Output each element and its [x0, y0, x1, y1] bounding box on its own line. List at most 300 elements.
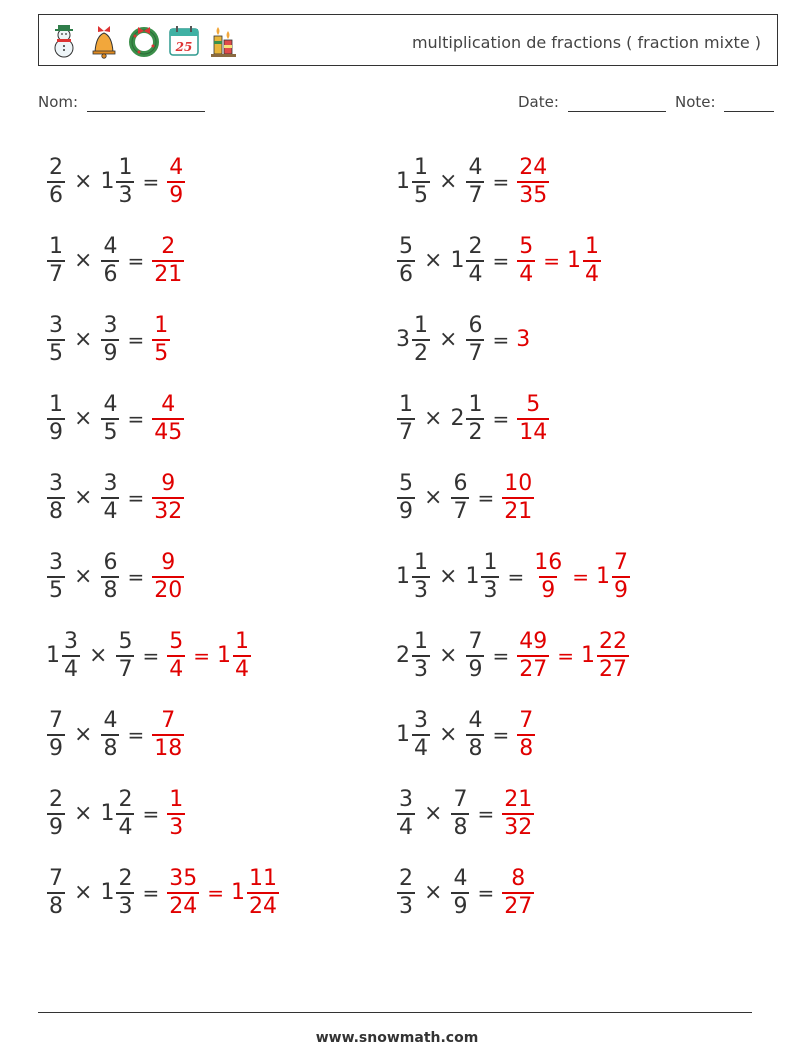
denominator: 4 — [103, 498, 118, 524]
equals-sign: = — [142, 643, 160, 668]
numerator: 1 — [483, 549, 498, 575]
second-factor — [465, 628, 485, 682]
fraction — [397, 470, 415, 524]
numerator: 7 — [49, 707, 63, 733]
times-sign: × — [74, 485, 93, 510]
denominator: 21 — [504, 498, 533, 524]
denominator: 7 — [49, 261, 63, 287]
numerator: 3 — [49, 549, 63, 575]
times-sign: × — [89, 643, 108, 668]
denominator: 4 — [64, 656, 78, 682]
first-factor — [46, 628, 81, 682]
whole-number: 1 — [100, 801, 115, 826]
numerator: 9 — [161, 549, 176, 575]
numerator: 4 — [161, 391, 176, 417]
numerator: 4 — [468, 154, 483, 180]
numerator: 5 — [169, 628, 184, 654]
answer-mixed — [580, 628, 630, 682]
fraction — [517, 628, 549, 682]
numerator: 1 — [414, 628, 428, 654]
first-factor — [46, 865, 66, 919]
times-sign: × — [439, 564, 458, 589]
denominator: 2 — [414, 340, 428, 366]
whole-number: 1 — [396, 564, 410, 589]
answer — [166, 154, 186, 208]
fraction — [502, 786, 534, 840]
fraction — [47, 786, 65, 840]
first-factor — [396, 549, 431, 603]
whole-number: 1 — [580, 643, 595, 668]
denominator: 24 — [169, 893, 198, 919]
fraction — [101, 312, 119, 366]
times-sign: × — [424, 406, 443, 431]
problem-grid — [46, 142, 766, 932]
problem-16 — [396, 695, 746, 774]
denominator: 7 — [118, 656, 133, 682]
fraction — [397, 233, 415, 287]
times-sign: × — [74, 406, 93, 431]
date-field[interactable] — [518, 93, 666, 112]
equals-sign: = — [477, 880, 495, 905]
second-factor — [450, 470, 470, 524]
denominator: 9 — [49, 735, 63, 761]
numerator: 1 — [414, 312, 428, 338]
denominator: 3 — [483, 577, 498, 603]
denominator: 5 — [49, 577, 63, 603]
numerator: 3 — [414, 707, 428, 733]
equals-sign: = — [572, 564, 589, 589]
equals-sign: = — [492, 327, 510, 352]
numerator: 7 — [49, 865, 63, 891]
numerator: 5 — [519, 233, 534, 259]
name-label: Nom: — [38, 93, 79, 111]
fraction — [466, 628, 484, 682]
equals-sign: = — [492, 169, 510, 194]
problem-13 — [46, 616, 396, 695]
fraction — [517, 707, 535, 761]
second-factor — [450, 391, 485, 445]
name-blank[interactable] — [87, 93, 205, 112]
fraction — [152, 391, 184, 445]
denominator: 32 — [154, 498, 183, 524]
first-factor — [46, 707, 66, 761]
equals-sign: = — [492, 406, 510, 431]
equals-sign: = — [492, 722, 510, 747]
times-sign: × — [74, 327, 93, 352]
problem-5 — [46, 300, 396, 379]
fraction — [466, 154, 484, 208]
second-factor — [100, 549, 120, 603]
first-factor — [396, 154, 431, 208]
calendar-icon — [167, 22, 201, 60]
whole-number: 1 — [465, 564, 480, 589]
note-field[interactable] — [675, 93, 774, 112]
equals-sign: = — [557, 643, 574, 668]
answer-mixed — [595, 549, 631, 603]
denominator: 24 — [248, 893, 277, 919]
numerator: 1 — [468, 391, 483, 417]
numerator: 4 — [103, 391, 118, 417]
denominator: 2 — [468, 419, 483, 445]
fraction — [612, 549, 630, 603]
numerator: 3 — [103, 470, 118, 496]
problem-19 — [46, 853, 396, 932]
denominator: 5 — [49, 340, 63, 366]
numerator: 1 — [399, 391, 413, 417]
denominator: 35 — [519, 182, 548, 208]
fraction — [412, 628, 430, 682]
denominator: 4 — [519, 261, 534, 287]
fraction — [517, 233, 535, 287]
equals-sign: = — [142, 880, 160, 905]
answer — [516, 628, 550, 682]
denominator: 3 — [118, 893, 133, 919]
fraction — [47, 470, 65, 524]
second-factor — [100, 233, 120, 287]
numerator: 1 — [414, 549, 428, 575]
fraction — [152, 707, 184, 761]
answer — [501, 470, 535, 524]
fraction — [152, 470, 184, 524]
snowman-icon — [47, 22, 81, 60]
times-sign: × — [439, 643, 458, 668]
equals-sign: = — [127, 248, 145, 273]
numerator: 2 — [399, 865, 413, 891]
fraction — [412, 154, 430, 208]
numerator: 7 — [613, 549, 628, 575]
problem-6 — [396, 300, 746, 379]
first-factor — [396, 707, 431, 761]
problem-11 — [46, 537, 396, 616]
numerator: 8 — [511, 865, 526, 891]
bell-icon — [87, 22, 121, 60]
numerator: 4 — [468, 707, 483, 733]
answer — [151, 707, 185, 761]
whole-number: 1 — [396, 169, 410, 194]
times-sign: × — [74, 801, 93, 826]
whole-number: 2 — [396, 643, 410, 668]
fraction — [466, 707, 484, 761]
problem-20 — [396, 853, 746, 932]
numerator: 3 — [64, 628, 78, 654]
denominator: 4 — [234, 656, 249, 682]
equals-sign: = — [193, 643, 210, 668]
denominator: 7 — [399, 419, 413, 445]
whole-number: 1 — [100, 169, 115, 194]
candles-icon — [207, 22, 241, 60]
fraction — [597, 628, 629, 682]
denominator: 14 — [519, 419, 548, 445]
calendar-day: 25 — [175, 40, 193, 54]
fraction — [466, 233, 484, 287]
denominator: 8 — [103, 577, 118, 603]
numerator: 11 — [248, 865, 277, 891]
answer — [151, 233, 185, 287]
fraction — [101, 391, 119, 445]
equals-sign: = — [127, 485, 145, 510]
first-factor — [396, 470, 416, 524]
problem-8 — [396, 379, 746, 458]
fraction — [152, 549, 184, 603]
denominator: 5 — [103, 419, 118, 445]
fraction — [517, 391, 549, 445]
first-factor — [396, 391, 416, 445]
fraction — [152, 312, 170, 366]
numerator: 4 — [169, 154, 184, 180]
fraction — [502, 865, 534, 919]
denominator: 27 — [598, 656, 627, 682]
fraction — [397, 865, 415, 919]
answer — [516, 707, 536, 761]
whole-number: 1 — [396, 722, 410, 747]
numerator: 2 — [468, 233, 483, 259]
answer — [151, 312, 171, 366]
fraction — [116, 865, 134, 919]
times-sign: × — [424, 485, 443, 510]
problem-15 — [46, 695, 396, 774]
denominator: 6 — [49, 182, 63, 208]
answer — [166, 786, 186, 840]
denominator: 8 — [49, 498, 63, 524]
denominator: 3 — [169, 814, 184, 840]
whole-number: 3 — [396, 327, 410, 352]
denominator: 20 — [154, 577, 183, 603]
denominator: 4 — [169, 656, 184, 682]
fraction — [47, 312, 65, 366]
fraction — [47, 707, 65, 761]
denominator: 9 — [399, 498, 413, 524]
equals-sign: = — [127, 327, 145, 352]
denominator: 27 — [519, 656, 548, 682]
second-factor — [450, 233, 485, 287]
denominator: 45 — [154, 419, 183, 445]
wreath-icon — [127, 22, 161, 60]
problem-14 — [396, 616, 746, 695]
whole-number: 1 — [230, 880, 245, 905]
numerator: 1 — [584, 233, 599, 259]
fraction — [397, 786, 415, 840]
worksheet-header — [38, 14, 778, 66]
fraction — [101, 233, 119, 287]
denominator: 3 — [399, 893, 413, 919]
numerator: 1 — [154, 312, 169, 338]
answer — [516, 391, 550, 445]
numerator: 1 — [234, 628, 249, 654]
date-label: Date: — [518, 93, 559, 111]
first-factor — [396, 628, 431, 682]
second-factor — [100, 786, 135, 840]
numerator: 6 — [103, 549, 118, 575]
second-factor — [100, 154, 135, 208]
first-factor — [396, 233, 416, 287]
denominator: 6 — [399, 261, 413, 287]
whole-number: 2 — [450, 406, 465, 431]
denominator: 32 — [504, 814, 533, 840]
fraction — [152, 233, 184, 287]
numerator: 6 — [468, 312, 483, 338]
first-factor — [46, 470, 66, 524]
numerator: 3 — [49, 312, 63, 338]
second-factor — [465, 154, 485, 208]
problem-1 — [46, 142, 396, 221]
times-sign: × — [74, 248, 93, 273]
numerator: 35 — [169, 865, 198, 891]
numerator: 7 — [468, 628, 483, 654]
denominator: 18 — [154, 735, 183, 761]
equals-sign: = — [142, 169, 160, 194]
answer — [166, 865, 200, 919]
equals-sign: = — [477, 801, 495, 826]
times-sign: × — [74, 722, 93, 747]
denominator: 21 — [154, 261, 183, 287]
equals-sign: = — [507, 564, 525, 589]
denominator: 9 — [613, 577, 628, 603]
answer-mixed — [230, 865, 280, 919]
numerator: 4 — [453, 865, 468, 891]
denominator: 5 — [154, 340, 169, 366]
denominator: 3 — [414, 656, 428, 682]
second-factor — [450, 786, 470, 840]
numerator: 1 — [118, 154, 133, 180]
name-field[interactable] — [38, 93, 205, 112]
second-factor — [465, 549, 500, 603]
second-factor — [100, 707, 120, 761]
whole-number: 1 — [100, 880, 115, 905]
second-factor — [450, 865, 470, 919]
denominator: 8 — [103, 735, 118, 761]
numerator: 2 — [161, 233, 176, 259]
second-factor — [465, 312, 485, 366]
fraction — [116, 786, 134, 840]
first-factor — [46, 786, 66, 840]
denominator: 7 — [468, 182, 483, 208]
numerator: 4 — [103, 707, 118, 733]
fraction — [451, 865, 469, 919]
denominator: 9 — [468, 656, 483, 682]
second-factor — [100, 391, 120, 445]
equals-sign: = — [492, 643, 510, 668]
fraction — [47, 154, 65, 208]
problem-18 — [396, 774, 746, 853]
first-factor — [46, 549, 66, 603]
worksheet-title: multiplication de fractions ( fraction mixte ) — [411, 33, 761, 52]
denominator: 9 — [541, 577, 556, 603]
equals-sign: = — [142, 801, 160, 826]
problem-17 — [46, 774, 396, 853]
second-factor — [100, 312, 120, 366]
denominator: 4 — [118, 814, 133, 840]
denominator: 7 — [453, 498, 468, 524]
denominator: 8 — [468, 735, 483, 761]
denominator: 9 — [169, 182, 184, 208]
fraction — [412, 312, 430, 366]
whole-number: 1 — [46, 643, 60, 668]
fraction — [451, 786, 469, 840]
numerator: 2 — [118, 865, 133, 891]
fraction — [167, 786, 185, 840]
whole-number: 1 — [216, 643, 231, 668]
fraction — [101, 549, 119, 603]
problem-12 — [396, 537, 746, 616]
denominator: 9 — [453, 893, 468, 919]
answer — [151, 391, 185, 445]
problem-10 — [396, 458, 746, 537]
answer — [151, 470, 185, 524]
fraction — [167, 628, 185, 682]
problem-3 — [46, 221, 396, 300]
second-factor — [100, 470, 120, 524]
fraction — [397, 391, 415, 445]
equals-sign: = — [543, 248, 560, 273]
numerator: 1 — [49, 391, 63, 417]
equals-sign: = — [477, 485, 495, 510]
first-factor — [396, 312, 431, 366]
times-sign: × — [439, 169, 458, 194]
problem-2 — [396, 142, 746, 221]
date-blank[interactable] — [568, 93, 666, 112]
answer — [516, 154, 550, 208]
footer-url: www.snowmath.com — [315, 1030, 479, 1046]
answer — [516, 233, 536, 287]
header-icons — [47, 22, 241, 60]
numerator: 7 — [519, 707, 534, 733]
equals-sign: = — [127, 564, 145, 589]
numerator: 22 — [598, 628, 627, 654]
whole-number: 1 — [595, 564, 610, 589]
first-factor — [46, 233, 66, 287]
answer — [516, 327, 531, 352]
fraction — [502, 470, 534, 524]
fraction — [233, 628, 251, 682]
numerator: 3 — [49, 470, 63, 496]
numerator: 7 — [161, 707, 176, 733]
numerator: 16 — [534, 549, 563, 575]
numerator: 2 — [118, 786, 133, 812]
equals-sign: = — [127, 722, 145, 747]
times-sign: × — [424, 801, 443, 826]
second-factor — [465, 707, 485, 761]
numerator: 10 — [504, 470, 533, 496]
denominator: 5 — [414, 182, 428, 208]
problem-4 — [396, 221, 746, 300]
denominator: 4 — [468, 261, 483, 287]
answer — [166, 628, 186, 682]
numerator: 2 — [49, 154, 63, 180]
equals-sign: = — [207, 880, 224, 905]
fraction — [583, 233, 601, 287]
whole-number: 1 — [450, 248, 465, 273]
fraction — [62, 628, 80, 682]
denominator: 4 — [399, 814, 413, 840]
denominator: 6 — [103, 261, 118, 287]
denominator: 8 — [453, 814, 468, 840]
first-factor — [396, 786, 416, 840]
numerator: 3 — [103, 312, 118, 338]
fraction — [47, 391, 65, 445]
fraction — [412, 549, 430, 603]
note-blank[interactable] — [724, 93, 774, 112]
answer-mixed — [566, 233, 602, 287]
fraction — [167, 865, 199, 919]
numerator: 49 — [519, 628, 548, 654]
answer — [151, 549, 185, 603]
footer-divider — [38, 1012, 752, 1013]
numerator: 4 — [103, 233, 118, 259]
first-factor — [396, 865, 416, 919]
numerator: 1 — [414, 154, 428, 180]
numerator: 21 — [504, 786, 533, 812]
denominator: 8 — [49, 893, 63, 919]
